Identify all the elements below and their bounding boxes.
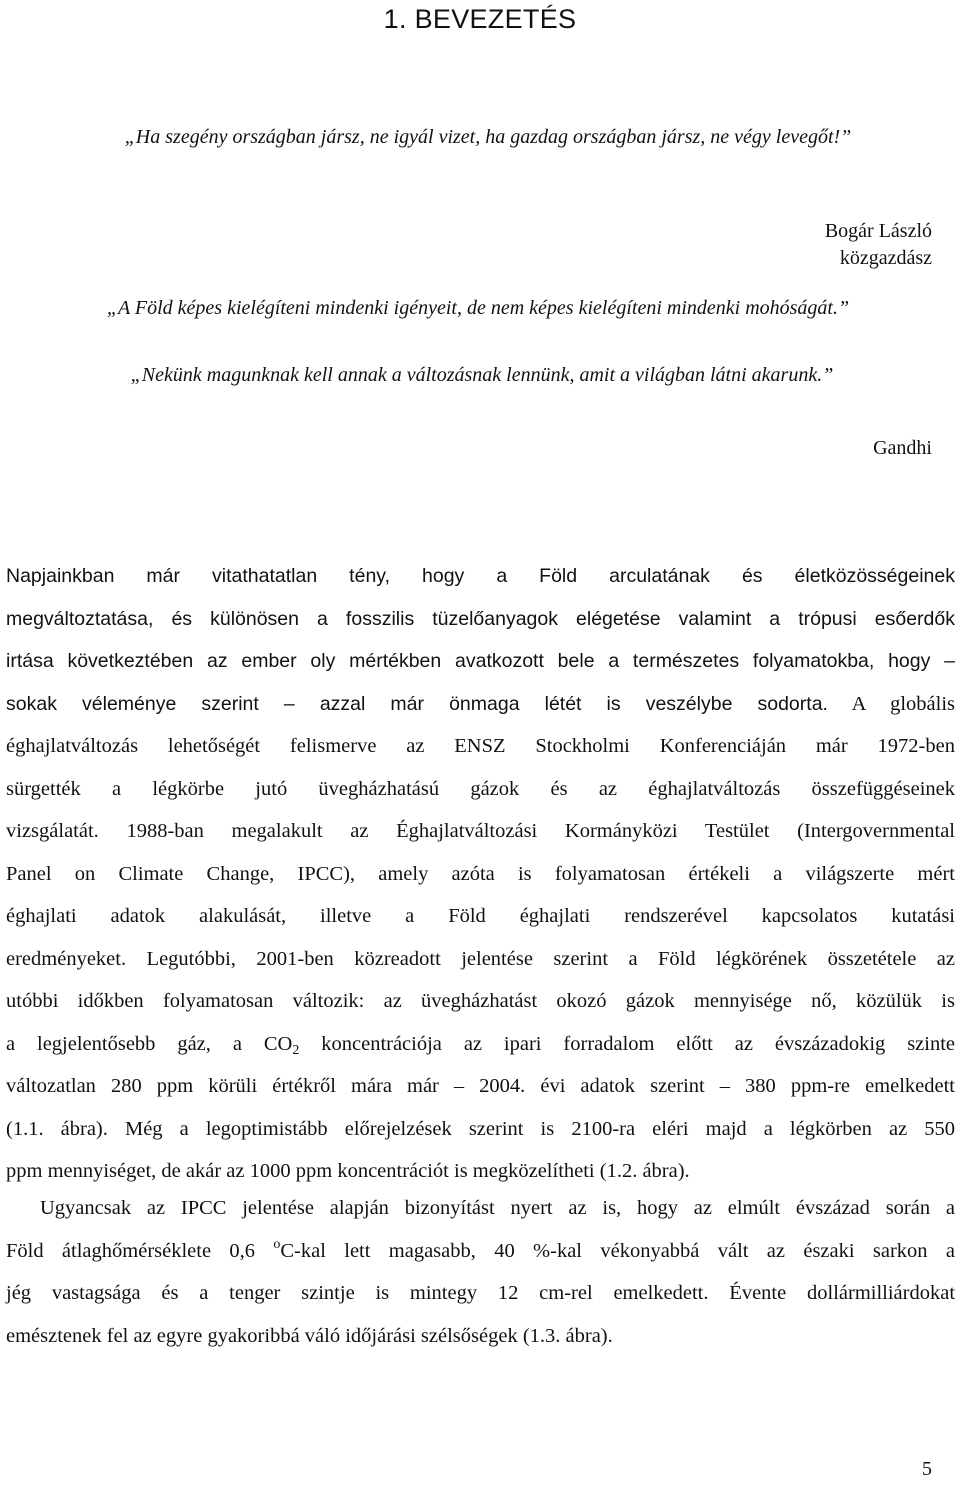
attribution-2-name: Gandhi — [873, 437, 932, 459]
attribution-2 — [873, 435, 932, 462]
text-run: C-kal lett magasabb, 40 %-kal vékonyabbá vált az északi sarkon a — [280, 1239, 955, 1262]
paragraph-line: utóbbi időkben folyamatosan változik: az üvegházhatást okozó gázok mennyisége nő, közülük is — [6, 990, 955, 1012]
paragraph-line: éghajlatváltozás lehetőségét felismerve az ENSZ Stockholmi Konferenciáján már 1972-ben — [6, 735, 955, 757]
page-heading: 1. BEVEZETÉS — [383, 4, 577, 34]
paragraph-line: Napjainkban már vitathatatlan tény, hogy a Föld arculatának és életközösségeinek — [6, 565, 955, 587]
text-run: koncentrációja az ipari forradalom előtt az évszázadokig szinte — [299, 1032, 956, 1055]
text-run: sokak véleménye szerint – azzal már önmaga létét is veszélybe sodorta. — [6, 692, 828, 715]
text-run: a legjelentősebb gáz, a CO — [6, 1032, 293, 1055]
quote-3: „Nekünk magunknak kell annak a változásnak lennünk, amit a világban látni akarunk.” — [130, 364, 834, 386]
paragraph-line — [6, 810, 955, 853]
paragraph-line — [6, 683, 955, 726]
paragraph-line: sürgették a légkörbe jutó üvegházhatású gázok és az éghajlatváltozás összefüggéseinek — [6, 777, 955, 800]
paragraph-line — [6, 1230, 955, 1273]
text-run: Föld átlaghőmérséklete 0,6 — [6, 1239, 274, 1262]
paragraph-1 — [6, 555, 955, 1193]
quote-1: „Ha szegény országban jársz, ne igyál vizet, ha gazdag országban jársz, ne végy levegőt!” — [124, 126, 852, 148]
quote-2: „A Föld képes kielégíteni mindenki igényeit, de nem képes kielégíteni mindenki mohóságát.” — [106, 297, 850, 319]
subscript: 2 — [292, 1042, 300, 1058]
text-run: (1.1. ábra). — [6, 1117, 108, 1140]
attribution-1-name: Bogár László — [824, 220, 932, 242]
paragraph-line: megváltoztatása, és különösen a fosszilis tüzelőanyagok elégetése valamint a trópusi esőerdők — [6, 607, 955, 630]
paragraph-line — [6, 1272, 955, 1315]
paragraph-2 — [6, 1187, 955, 1357]
paragraph-line: irtása következtében az ember oly mértékben avatkozott bele a természetes folyamatokba, hogy – — [6, 650, 955, 672]
paragraph-line: éghajlati adatok alakulását, illetve a Föld éghajlati rendszerével kapcsolatos kutatási — [6, 905, 955, 927]
text-run: A globális — [851, 692, 955, 715]
text-run: vizsgálatát. — [6, 820, 99, 842]
paragraph-line — [6, 938, 955, 981]
page-number: 5 — [922, 1458, 932, 1480]
text-run: 1988-ban megalakult az Éghajlatváltozási Kormányközi Testület (Intergovernmental — [126, 820, 956, 842]
paragraph-line: változatlan 280 ppm körüli értékről mára már – 2004. évi adatok szerint – 380 ppm-re emelkedett — [6, 1075, 955, 1097]
paragraph-line: emésztenek fel az egyre gyakoribbá váló időjárási szélsőségek (1.3. ábra). — [6, 1324, 613, 1347]
paragraph-line — [6, 1023, 955, 1066]
paragraph-line: Panel on Climate Change, IPCC), amely azóta is folyamatosan értékeli a világszerte mért — [6, 862, 955, 885]
text-run: Még a legoptimistább előrejelzések szerint is 2100-ra eléri majd a légkörben az 550 — [124, 1117, 956, 1140]
text-run: jég vastagsága és a tenger szintje is mintegy 12 cm-rel emelkedett. — [6, 1282, 709, 1304]
attribution-1-role: közgazdász — [839, 247, 932, 269]
paragraph-line: ppm mennyiséget, de akár az 1000 ppm koncentrációt is megközelítheti (1.2. ábra). — [6, 1160, 690, 1182]
text-run: eredményeket. — [6, 947, 127, 970]
text-run: Legutóbbi, 2001-ben közreadott jelentése szerint a Föld légkörének összetétele az — [146, 947, 955, 970]
superscript: o — [273, 1236, 281, 1252]
attribution-1 — [825, 218, 932, 272]
paragraph-line — [6, 1108, 955, 1151]
text-run: Évente dollármilliárdokat — [729, 1282, 956, 1304]
paragraph-line: Ugyancsak az IPCC jelentése alapján bizonyítást nyert az is, hogy az elmúlt évszázad során a — [40, 1197, 955, 1219]
